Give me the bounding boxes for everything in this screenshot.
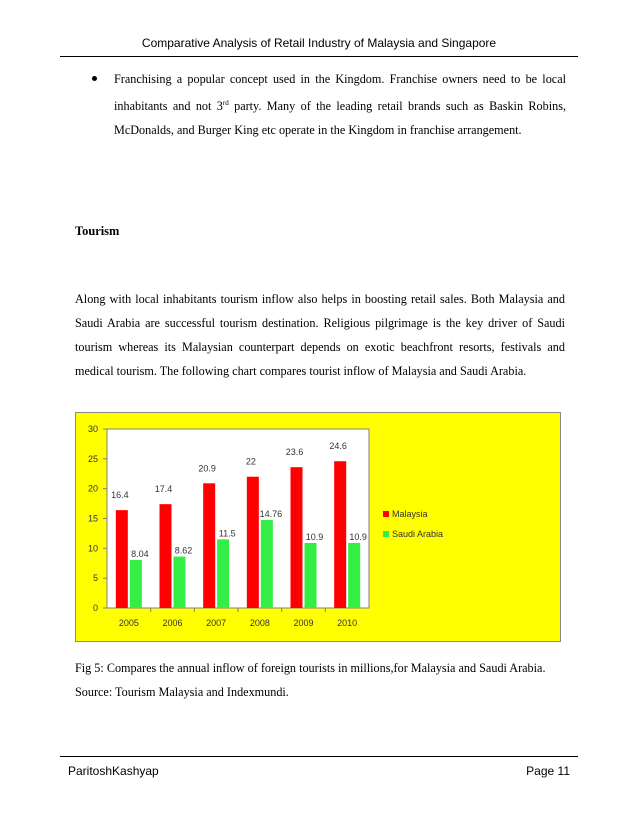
y-tick-label: 10 <box>87 543 98 554</box>
saudi-arabia-data-label: 8.62 <box>174 545 193 556</box>
saudi-arabia-data-label: 11.5 <box>218 528 236 539</box>
footer-divider <box>60 756 578 757</box>
x-tick-label: 2007 <box>206 618 227 628</box>
saudi-arabia-data-label: 10.9 <box>349 531 367 542</box>
saudi-arabia-bar <box>130 560 142 608</box>
x-tick-label: 2008 <box>249 618 270 628</box>
legend-swatch <box>383 531 389 537</box>
malaysia-bar <box>116 510 128 608</box>
saudi-arabia-bar <box>305 543 317 608</box>
bullet-icon <box>92 76 97 81</box>
legend-label: Malaysia <box>392 509 428 519</box>
section-heading: Tourism <box>75 224 120 238</box>
y-tick-label: 0 <box>92 603 98 613</box>
plot-area <box>107 429 369 608</box>
malaysia-bar <box>247 477 259 608</box>
malaysia-data-label: 20.9 <box>198 463 216 474</box>
legend-label: Saudi Arabia <box>392 529 444 539</box>
saudi-arabia-data-label: 8.04 <box>131 549 149 560</box>
y-tick-label: 30 <box>87 424 98 434</box>
bullet-text-start: Franchising a popular concept used in the Kingdom. Franchise owners need to be local inhabitants and not 3 <box>114 72 566 114</box>
legend-swatch <box>383 511 389 517</box>
saudi-arabia-data-label: 14.76 <box>259 508 283 519</box>
y-tick-label: 5 <box>92 573 98 584</box>
malaysia-bar <box>203 483 215 608</box>
figure-caption <box>75 656 575 704</box>
x-tick-label: 2009 <box>293 618 314 628</box>
y-tick-label: 20 <box>87 483 98 494</box>
caption-source: Source: Tourism Malaysia and Indexmundi. <box>75 685 289 699</box>
saudi-arabia-bar <box>217 539 229 608</box>
malaysia-data-label: 23.6 <box>285 447 304 458</box>
malaysia-bar <box>160 504 172 608</box>
x-tick-label: 2005 <box>118 618 139 628</box>
malaysia-data-label: 17.4 <box>154 484 173 495</box>
y-tick-label: 15 <box>87 513 98 524</box>
tourist-inflow-chart <box>75 412 561 642</box>
x-tick-label: 2006 <box>162 618 183 628</box>
saudi-arabia-bar <box>174 557 186 608</box>
page-number: Page 11 <box>526 764 570 778</box>
bullet-text-end: party. Many of the leading retail brands such as Baskin Robins, McDonalds, and Burger King etc operate in the Kingdom in franchise arrangement. <box>114 99 567 138</box>
malaysia-bar <box>291 467 303 608</box>
malaysia-data-label: 22 <box>245 456 256 467</box>
malaysia-bar <box>334 461 346 608</box>
caption-line: Fig 5: Compares the annual inflow of foreign tourists in millions,for Malaysia and Saudi Arabia. <box>75 661 546 675</box>
header-divider <box>60 56 578 57</box>
tourism-paragraph: Along with local inhabitants tourism inflow also helps in boosting retail sales. Both Malaysia and Saudi Arabia are successful tourism destination. Religious pilgrimage is the key driver of Saudi tourism whereas its Malaysian counterpart depends on exotic beachfront resorts, festivals and medical tourism. The following chart compares tourist inflow of Malaysia and Saudi Arabia. <box>75 292 565 378</box>
saudi-arabia-bar <box>348 543 360 608</box>
franchising-bullet <box>114 67 566 142</box>
malaysia-data-label: 24.6 <box>329 441 347 452</box>
bullet-superscript: rd <box>222 99 229 107</box>
saudi-arabia-bar <box>261 520 273 608</box>
y-tick-label: 25 <box>87 453 98 464</box>
saudi-arabia-data-label: 10.9 <box>305 531 324 542</box>
footer-author: ParitoshKashyap <box>68 764 159 778</box>
x-tick-label: 2010 <box>337 618 358 628</box>
chart-canvas <box>76 413 562 643</box>
malaysia-data-label: 16.4 <box>111 490 129 501</box>
page-header: Comparative Analysis of Retail Industry of Malaysia and Singapore <box>141 36 497 50</box>
